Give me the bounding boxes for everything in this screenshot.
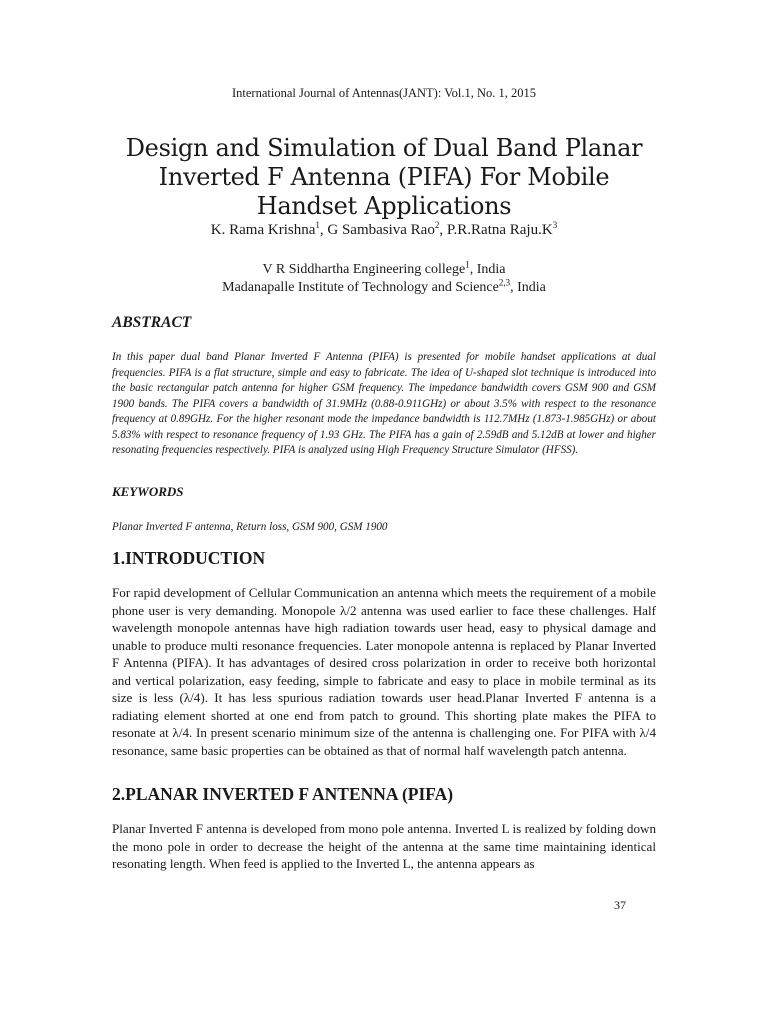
author-list [0, 222, 768, 239]
keywords-heading: KEYWORDS [112, 484, 184, 499]
pifa-text: Planar Inverted F antenna is developed from mono pole antenna. Inverted L is realized by folding down the mono pole in order to decrease the height of the antenna at the same time maintaining identical resonating length. When feed is applied to the Inverted L, the antenna appears as [112, 821, 656, 871]
author-3-affil: 3 [552, 220, 558, 230]
author-1: K. Rama Krishna [210, 222, 316, 238]
affiliation-2-country: , India [510, 280, 546, 295]
affiliation-1-country: , India [469, 262, 506, 277]
introduction-text: For rapid development of Cellular Communication an antenna which meets the requirement of a mobile phone user is very demanding. Monopole λ/2 antenna was used earlier to face these challenges. Half wavelength monopole antennas have high radiation towards user head, easy to physical damage and unable to produce multi resonance frequencies. Later monopole antenna is replaced by Planar Inverted F Antenna (PIFA). It has advantages of desired cross polarization in order to receive both horizontal and vertical polarization, easy feeding, simple to fabricate and easy to place in mobile terminal as its size is less (λ/4). It has less spurious radiation towards user head.Planar Inverted F antenna is a radiating element shorted at one end from patch to ground. This shorting plate makes the PIFA to resonate at λ/4. In present scenario minimum size of the antenna is challenging one. For PIFA with λ/4 resonance, same basic properties can be obtained as that of normal half wavelength patch antenna. [112, 585, 656, 758]
author-2: , G Sambasiva Rao [319, 222, 435, 238]
paper-title: Design and Simulation of Dual Band Planar Inverted F Antenna (PIFA) For Mobile Handset Applications [125, 134, 643, 221]
author-1-affil: 1 [315, 220, 320, 230]
affiliation-2-name: Madanapalle Institute of Technology and Science [222, 280, 499, 295]
journal-header: International Journal of Antennas(JANT): Vol.1, No. 1, 2015 [231, 86, 536, 100]
abstract-text: In this paper dual band Planar Inverted F Antenna (PIFA) is presented for mobile handset applications at dual frequencies. PIFA is a flat structure, simple and easy to fabricate. The idea of U-shaped slot technique is introduced into the basic rectangular patch antenna for higher GSM frequency. The impedance bandwidth covers GSM 900 and GSM 1900 bands. The PIFA covers a bandwidth of 31.9MHz (0.88-0.911GHz) or about 3.5% with respect to the resonance frequency at 0.89GHz. For the higher resonant mode the impedance bandwidth is 112.7MHz (1.873-1.985GHz) or about 5.83% with respect to resonance frequency of 1.93 GHz. The PIFA has a gain of 2.59dB and 5.12dB at lower and higher resonating frequencies respectively. PIFA is analyzed using High Frequency Structure Simulator (HFSS). [112, 351, 656, 456]
affiliation-2 [0, 277, 768, 296]
page-number: 37 [614, 898, 626, 912]
author-2-affil: 2 [434, 220, 440, 230]
affiliation-1-mark: 1 [465, 259, 470, 270]
affiliation-1 [0, 259, 768, 278]
introduction-heading: 1.INTRODUCTION [112, 548, 266, 568]
affiliation-1-name: V R Siddhartha Engineering college [262, 262, 466, 277]
pifa-heading: 2.PLANAR INVERTED F ANTENNA (PIFA) [112, 784, 454, 804]
author-3: , P.R.Ratna Raju.K [439, 222, 553, 238]
abstract-heading: ABSTRACT [112, 314, 192, 331]
affiliation-2-mark: 2,3 [498, 277, 511, 288]
keywords-text: Planar Inverted F antenna, Return loss, GSM 900, GSM 1900 [112, 521, 388, 533]
